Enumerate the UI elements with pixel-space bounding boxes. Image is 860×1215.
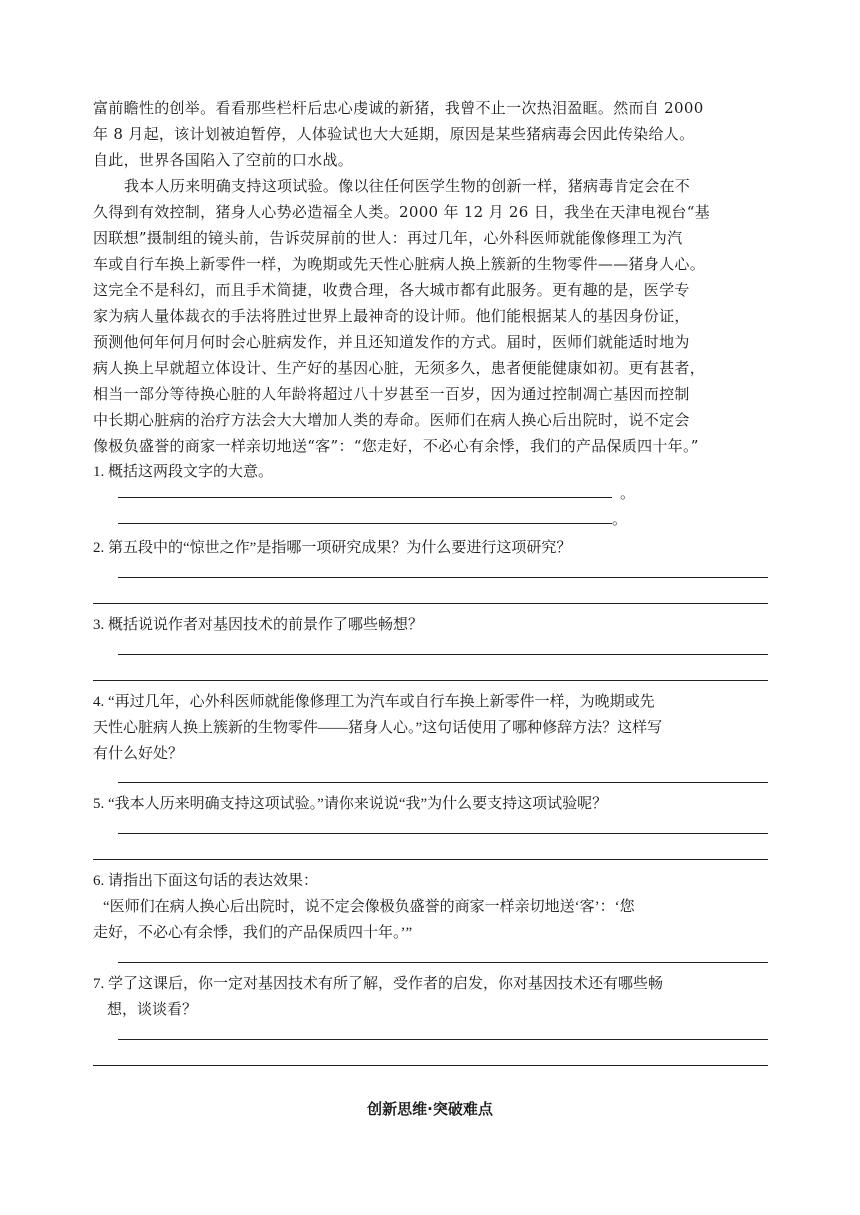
- answer-end-mark: 。: [612, 512, 628, 528]
- question-7: 7. 学了这课后，你一定对基因技术有所了解，受作者的启发，你对基因技术还有哪些畅: [93, 976, 664, 992]
- passage-line: 像极负盛誉的商家一样亲切地送“客”：“您走好，不必心有余悸，我们的产品保质四十年。”: [93, 437, 699, 455]
- answer-line[interactable]: [93, 1065, 768, 1066]
- passage-line: 我本人历来明确支持这项试验。像以往任何医学生物的创新一样，猪病毒肯定会在不: [124, 177, 691, 195]
- answer-line[interactable]: [118, 654, 768, 655]
- passage-line: 久得到有效控制，猪身人心势必造福全人类。2000 年 12 月 26 日，我坐在天津电视台“基: [93, 203, 710, 221]
- answer-line[interactable]: [118, 1039, 768, 1040]
- section-heading: 创新思维·突破难点: [367, 1100, 493, 1118]
- passage-line: 年 8 月起，该计划被迫暂停，人体验试也大大延期，原因是某些猪病毒会因此传染给人。: [93, 125, 695, 143]
- passage-line: 中长期心脏病的治疗方法会大大增加人类的寿命。医师们在病人换心后出院时，说不定会: [93, 411, 690, 429]
- answer-line[interactable]: [118, 497, 612, 498]
- passage-line: 家为病人量体裁衣的手法将胜过世界上最神奇的设计师。他们能根据某人的基因身份证，: [93, 307, 690, 325]
- passage-line: 自此，世界各国陷入了空前的口水战。: [93, 151, 354, 169]
- question-6-quote: “医师们在病人换心后出院时，说不定会像极负盛誉的商家一样亲切地送‘客’：‘您: [103, 899, 635, 915]
- answer-line[interactable]: [118, 523, 612, 524]
- answer-line[interactable]: [118, 962, 768, 963]
- answer-line[interactable]: [118, 577, 768, 578]
- answer-end-mark: 。: [620, 486, 636, 502]
- question-4-cont: 天性心脏病人换上簇新的生物零件——猪身人心。”这句话使用了哪种修辞方法？这样写: [93, 720, 663, 736]
- passage-line: 因联想”摄制组的镜头前，告诉荧屏前的世人：再过几年，心外科医师就能像修理工为汽: [93, 229, 683, 247]
- question-5: 5. “我本人历来明确支持这项试验。”请你来说说“我”为什么要支持这项试验呢？: [93, 796, 608, 812]
- question-3: 3. 概括说说作者对基因技术的前景作了哪些畅想？: [93, 617, 424, 633]
- question-7-cont: 想，谈谈看？: [107, 1002, 198, 1018]
- answer-line[interactable]: [118, 782, 768, 783]
- question-6-quote: 走好，不必心有余悸，我们的产品保质四十年。’”: [93, 925, 413, 941]
- answer-line[interactable]: [93, 680, 768, 681]
- answer-line[interactable]: [93, 603, 768, 604]
- passage-line: 病人换上早就超立体设计、生产好的基因心脏，无须多久，患者便能健康如初。更有甚者，: [93, 359, 706, 377]
- question-4-cont: 有什么好处？: [93, 746, 184, 762]
- passage-line: 富前瞻性的创举。看看那些栏杆后忠心虔诚的新猪，我曾不止一次热泪盈眶。然而自 2000: [93, 99, 704, 117]
- question-1: 1. 概括这两段文字的大意。: [93, 464, 274, 480]
- question-2: 2. 第五段中的“惊世之作”是指哪一项研究成果？为什么要进行这项研究？: [93, 540, 572, 556]
- passage-line: 预测他何年何月何时会心脏病发作，并且还知道发作的方式。届时，医师们就能适时地为: [93, 333, 690, 351]
- answer-line[interactable]: [93, 859, 768, 860]
- passage-line: 相当一部分等待换心脏的人年龄将超过八十岁甚至一百岁，因为通过控制凋亡基因而控制: [93, 385, 690, 403]
- answer-line[interactable]: [118, 833, 768, 834]
- passage-line: 这完全不是科幻，而且手术简捷，收费合理，各大城市都有此服务。更有趣的是，医学专: [93, 281, 690, 299]
- passage-line: 车或自行车换上新零件一样，为晚期或先天性心脏病人换上簇新的生物零件——猪身人心。: [93, 255, 706, 273]
- question-4: 4. “再过几年，心外科医师就能像修理工为汽车或自行车换上新零件一样，为晚期或先: [93, 694, 655, 710]
- question-6: 6. 请指出下面这句话的表达效果：: [93, 873, 319, 889]
